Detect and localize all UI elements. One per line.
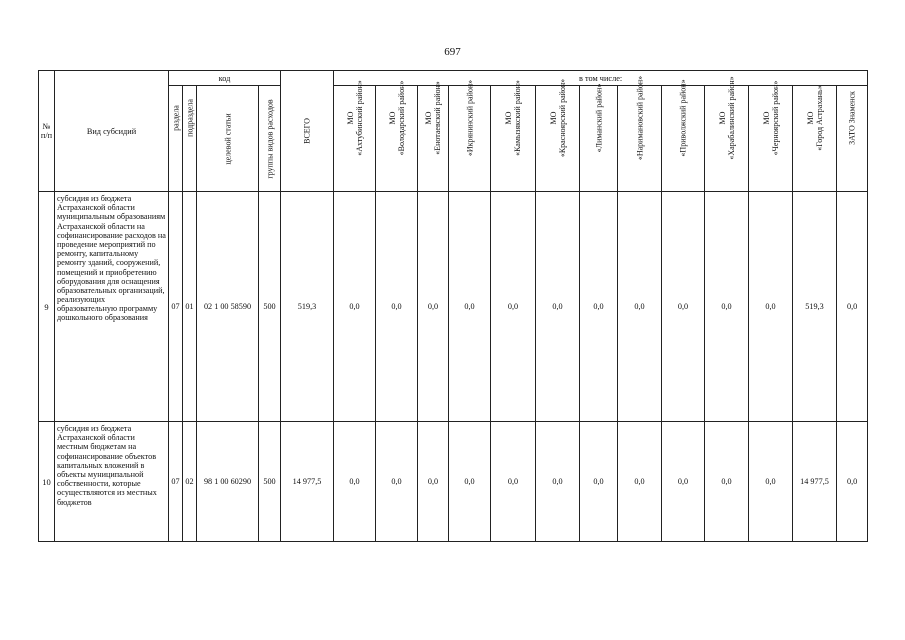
- subsection-code: 01: [183, 192, 197, 422]
- total-value: 519,3: [281, 192, 334, 422]
- row-number: 9: [39, 192, 55, 422]
- district-value: 0,0: [334, 422, 376, 542]
- col-header-district: МО «Ахтубинский район»: [334, 86, 376, 192]
- district-value: 0,0: [662, 192, 705, 422]
- district-value: 0,0: [376, 192, 418, 422]
- district-value: 0,0: [837, 192, 868, 422]
- district-value: 0,0: [536, 192, 580, 422]
- district-value: 0,0: [618, 422, 662, 542]
- col-header-district: «Лиманский район»: [580, 86, 618, 192]
- total-value: 14 977,5: [281, 422, 334, 542]
- col-header-total: ВСЕГО: [281, 71, 334, 192]
- subsection-code: 02: [183, 422, 197, 542]
- subsidy-description: субсидия из бюджета Астраханской области местным бюджетам на софинансирование объектов капитальных вложений в объекты муниципальной собственности, которые осуществляются из местных бюджетов: [55, 422, 169, 542]
- district-value: 519,3: [793, 192, 837, 422]
- district-value: 0,0: [418, 422, 449, 542]
- article-code: 02 1 00 58590: [197, 192, 259, 422]
- col-header-code: код: [169, 71, 281, 86]
- expense-group-code: 500: [259, 192, 281, 422]
- col-header-district: МО «Черноярский район»: [749, 86, 793, 192]
- district-value: 0,0: [491, 422, 536, 542]
- district-value: 0,0: [491, 192, 536, 422]
- district-value: 0,0: [705, 192, 749, 422]
- table-row: [39, 192, 868, 422]
- header-row-top: [39, 71, 868, 86]
- district-value: 0,0: [449, 422, 491, 542]
- row-number: 10: [39, 422, 55, 542]
- district-value: 0,0: [837, 422, 868, 542]
- district-value: 0,0: [749, 422, 793, 542]
- district-value: 0,0: [536, 422, 580, 542]
- district-value: 0,0: [662, 422, 705, 542]
- col-header-district: МО «Камызякский район»: [491, 86, 536, 192]
- col-header-subsection: подраздела: [183, 86, 197, 192]
- col-header-district: «Приволжский район»: [662, 86, 705, 192]
- col-header-district: ЗАТО Знаменск: [837, 86, 868, 192]
- district-value: 14 977,5: [793, 422, 837, 542]
- subsidy-description: субсидия из бюджета Астраханской области муниципальным образованиям Астраханской области на софинансирование расходов на проведение мероприятий по ремонту, капитальному ремонту зданий, сооружений, помещений и приобретению оборудования для оснащения образовательных организаций, реализующих образовательную программу дошкольного образования: [55, 192, 169, 422]
- page-number: 697: [444, 46, 461, 58]
- district-value: 0,0: [449, 192, 491, 422]
- col-header-district: МО «Володарский район»: [376, 86, 418, 192]
- table-row: [39, 422, 868, 542]
- col-header-district: МО «Город Астрахань»: [793, 86, 837, 192]
- col-header-section: раздела: [169, 86, 183, 192]
- col-header-article: целевой статьи: [197, 86, 259, 192]
- district-value: 0,0: [749, 192, 793, 422]
- col-header-num: № п/п: [39, 71, 55, 192]
- col-header-including: в том числе:: [334, 71, 868, 86]
- subsidies-table: [38, 70, 868, 542]
- section-code: 07: [169, 422, 183, 542]
- col-header-district: «Икрянинский район»: [449, 86, 491, 192]
- district-value: 0,0: [376, 422, 418, 542]
- col-header-district: МО «Енотаевский район»: [418, 86, 449, 192]
- district-value: 0,0: [705, 422, 749, 542]
- col-header-district: МО «Красноярский район»: [536, 86, 580, 192]
- col-header-district: «Наримановский район»: [618, 86, 662, 192]
- col-header-expense-group: группы видов расходов: [259, 86, 281, 192]
- col-header-subsidy-type: Вид субсидий: [55, 71, 169, 192]
- expense-group-code: 500: [259, 422, 281, 542]
- section-code: 07: [169, 192, 183, 422]
- district-value: 0,0: [580, 422, 618, 542]
- col-header-district: МО «Харабалинский район»: [705, 86, 749, 192]
- district-value: 0,0: [418, 192, 449, 422]
- district-value: 0,0: [618, 192, 662, 422]
- district-value: 0,0: [334, 192, 376, 422]
- article-code: 98 1 00 60290: [197, 422, 259, 542]
- district-value: 0,0: [580, 192, 618, 422]
